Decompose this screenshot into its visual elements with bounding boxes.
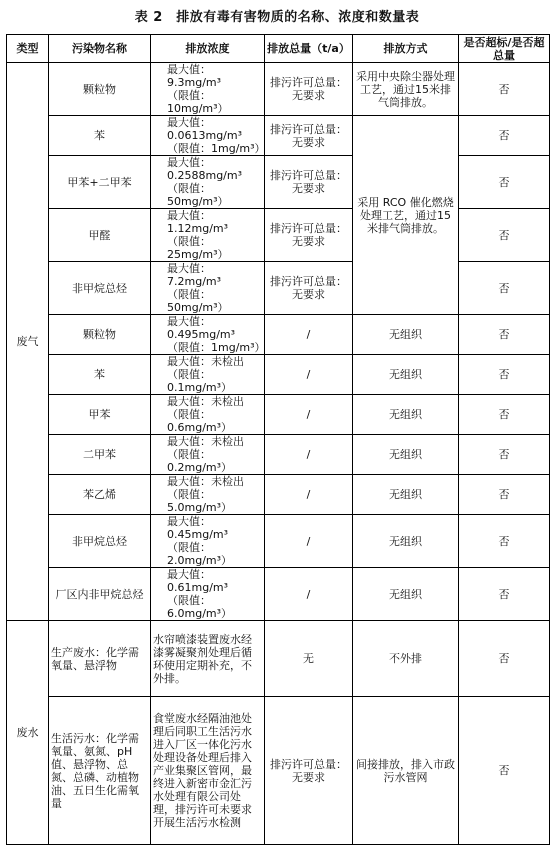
total-cell: 排污许可总量：无要求 [265, 116, 353, 156]
over-cell: 否 [459, 116, 550, 156]
pollutant-name-cell: 苯 [49, 116, 151, 156]
table-row [7, 568, 550, 621]
concentration-max: 最大值：7.2mg/m³ [167, 262, 222, 288]
pollutant-name-cell: 二甲苯 [49, 435, 151, 475]
total-cell: 排污许可总量：无要求 [265, 262, 353, 315]
table-title: 表 2 排放有毒有害物质的名称、浓度和数量表 [134, 10, 420, 25]
concentration-limit: （限值：0.2mg/m³） [167, 448, 233, 474]
total-cell: 排污许可总量：无要求 [265, 156, 353, 209]
method-cell: 无组织 [353, 435, 459, 475]
header-row [7, 35, 550, 63]
pollutant-name-cell: 甲苯+二甲苯 [49, 156, 151, 209]
header-type: 类型 [7, 35, 49, 63]
over-cell: 否 [459, 515, 550, 568]
method-cell: 无组织 [353, 568, 459, 621]
header-total: 排放总量（t/a） [265, 35, 353, 63]
total-cell: / [265, 435, 353, 475]
table-row [7, 515, 550, 568]
total-cell: / [265, 475, 353, 515]
concentration-max: 最大值：9.3mg/m³ [167, 63, 222, 89]
over-cell: 否 [459, 209, 550, 262]
total-cell: 排污许可总量：无要求 [265, 209, 353, 262]
concentration-limit: （限值：1mg/m³） [167, 142, 266, 155]
concentration-cell [151, 355, 265, 395]
concentration-cell [151, 395, 265, 435]
concentration-cell [151, 116, 265, 156]
table-row [7, 475, 550, 515]
concentration-max: 最大值：未检出 [167, 475, 244, 488]
total-cell: / [265, 395, 353, 435]
concentration-max: 最大值：1.12mg/m³ [167, 209, 229, 235]
table-row [7, 156, 550, 209]
over-cell: 否 [459, 355, 550, 395]
pollutant-name-cell: 非甲烷总烃 [49, 515, 151, 568]
concentration-max: 最大值：未检出 [167, 395, 244, 408]
concentration-limit: （限值：25mg/m³） [167, 235, 229, 261]
method-cell: 间接排放，排入市政污水管网 [353, 697, 459, 845]
pollutant-name-cell: 苯 [49, 355, 151, 395]
concentration-limit: （限值：50mg/m³） [167, 182, 229, 208]
table-row [7, 621, 550, 697]
pollutant-name-cell: 生活污水：化学需氧量、氨氮、pH值、悬浮物、总氮、总磷、动植物油、五日生化需氧量 [49, 697, 151, 845]
pollutant-name-cell: 厂区内非甲烷总烃 [49, 568, 151, 621]
method-cell: 无组织 [353, 355, 459, 395]
method-cell: 无组织 [353, 515, 459, 568]
over-cell: 否 [459, 395, 550, 435]
method-cell: 无组织 [353, 315, 459, 355]
type-cell-gas: 废气 [7, 63, 49, 621]
table-row [7, 262, 550, 315]
concentration-cell [151, 515, 265, 568]
concentration-cell [151, 209, 265, 262]
type-cell-water: 废水 [7, 621, 49, 845]
pollutant-name-cell: 非甲烷总烃 [49, 262, 151, 315]
concentration-max: 最大值：0.0613mg/m³ [167, 116, 243, 142]
header-name: 污染物名称 [49, 35, 151, 63]
concentration-max: 最大值：未检出 [167, 355, 244, 368]
header-concentration: 排放浓度 [151, 35, 265, 63]
concentration-cell [151, 315, 265, 355]
table-row [7, 697, 550, 845]
concentration-limit: （限值：1mg/m³） [167, 341, 266, 354]
pollutant-name-cell: 甲苯 [49, 395, 151, 435]
header-method: 排放方式 [353, 35, 459, 63]
method-cell: 无组织 [353, 395, 459, 435]
method-cell: 无组织 [353, 475, 459, 515]
over-cell: 否 [459, 63, 550, 116]
concentration-limit: （限值：2.0mg/m³） [167, 541, 233, 567]
over-cell: 否 [459, 475, 550, 515]
concentration-cell [151, 156, 265, 209]
method-cell-rco: 采用 RCO 催化燃烧处理工艺，通过15米排气筒排放。 [353, 116, 459, 315]
pollutant-name-cell: 生产废水：化学需氧量、悬浮物 [49, 621, 151, 697]
table-row [7, 395, 550, 435]
concentration-cell [151, 63, 265, 116]
over-cell: 否 [459, 568, 550, 621]
concentration-limit: （限值：0.6mg/m³） [167, 408, 233, 434]
concentration-cell [151, 435, 265, 475]
concentration-limit: （限值：50mg/m³） [167, 288, 229, 314]
over-cell: 否 [459, 435, 550, 475]
concentration-limit: （限值：5.0mg/m³） [167, 488, 233, 514]
pollutant-name-cell: 颗粒物 [49, 315, 151, 355]
method-cell: 采用中央除尘器处理工艺，通过15米排气筒排放。 [353, 63, 459, 116]
table-row [7, 435, 550, 475]
over-cell: 否 [459, 621, 550, 697]
total-cell: 排污许可总量：无要求 [265, 697, 353, 845]
concentration-max: 最大值：0.495mg/m³ [167, 315, 236, 341]
method-cell: 不外排 [353, 621, 459, 697]
concentration-cell: 水帘喷漆装置废水经漆雾凝聚剂处理后循环使用定期补充，不外排。 [151, 621, 265, 697]
concentration-max: 最大值：0.2588mg/m³ [167, 156, 243, 182]
over-cell: 否 [459, 697, 550, 845]
table-row [7, 209, 550, 262]
concentration-max: 最大值：0.45mg/m³ [167, 515, 229, 541]
pollutant-name-cell: 颗粒物 [49, 63, 151, 116]
table-row [7, 116, 550, 156]
over-cell: 否 [459, 315, 550, 355]
header-over: 是否超标/是否超总量 [459, 35, 550, 63]
total-cell: 无 [265, 621, 353, 697]
concentration-cell: 食堂废水经隔油池处理后同职工生活污水进入厂区一体化污水处理设备处理后排入产业集聚区管网，最终进入新密市金汇污水处理有限公司处理，排污许可未要求开展生活污水检测 [151, 697, 265, 845]
concentration-limit: （限值：0.1mg/m³） [167, 368, 233, 394]
total-cell: / [265, 315, 353, 355]
table-row [7, 315, 550, 355]
total-cell: 排污许可总量：无要求 [265, 63, 353, 116]
over-cell: 否 [459, 156, 550, 209]
table-row [7, 355, 550, 395]
table-row [7, 63, 550, 116]
total-cell: / [265, 568, 353, 621]
concentration-max: 最大值：未检出 [167, 435, 244, 448]
total-cell: / [265, 355, 353, 395]
total-cell: / [265, 515, 353, 568]
concentration-max: 最大值：0.61mg/m³ [167, 568, 229, 594]
emission-table [6, 34, 550, 845]
concentration-limit: （限值：10mg/m³） [167, 89, 229, 115]
concentration-cell [151, 568, 265, 621]
pollutant-name-cell: 苯乙烯 [49, 475, 151, 515]
pollutant-name-cell: 甲醛 [49, 209, 151, 262]
over-cell: 否 [459, 262, 550, 315]
concentration-cell [151, 475, 265, 515]
concentration-cell [151, 262, 265, 315]
concentration-limit: （限值：6.0mg/m³） [167, 594, 233, 620]
